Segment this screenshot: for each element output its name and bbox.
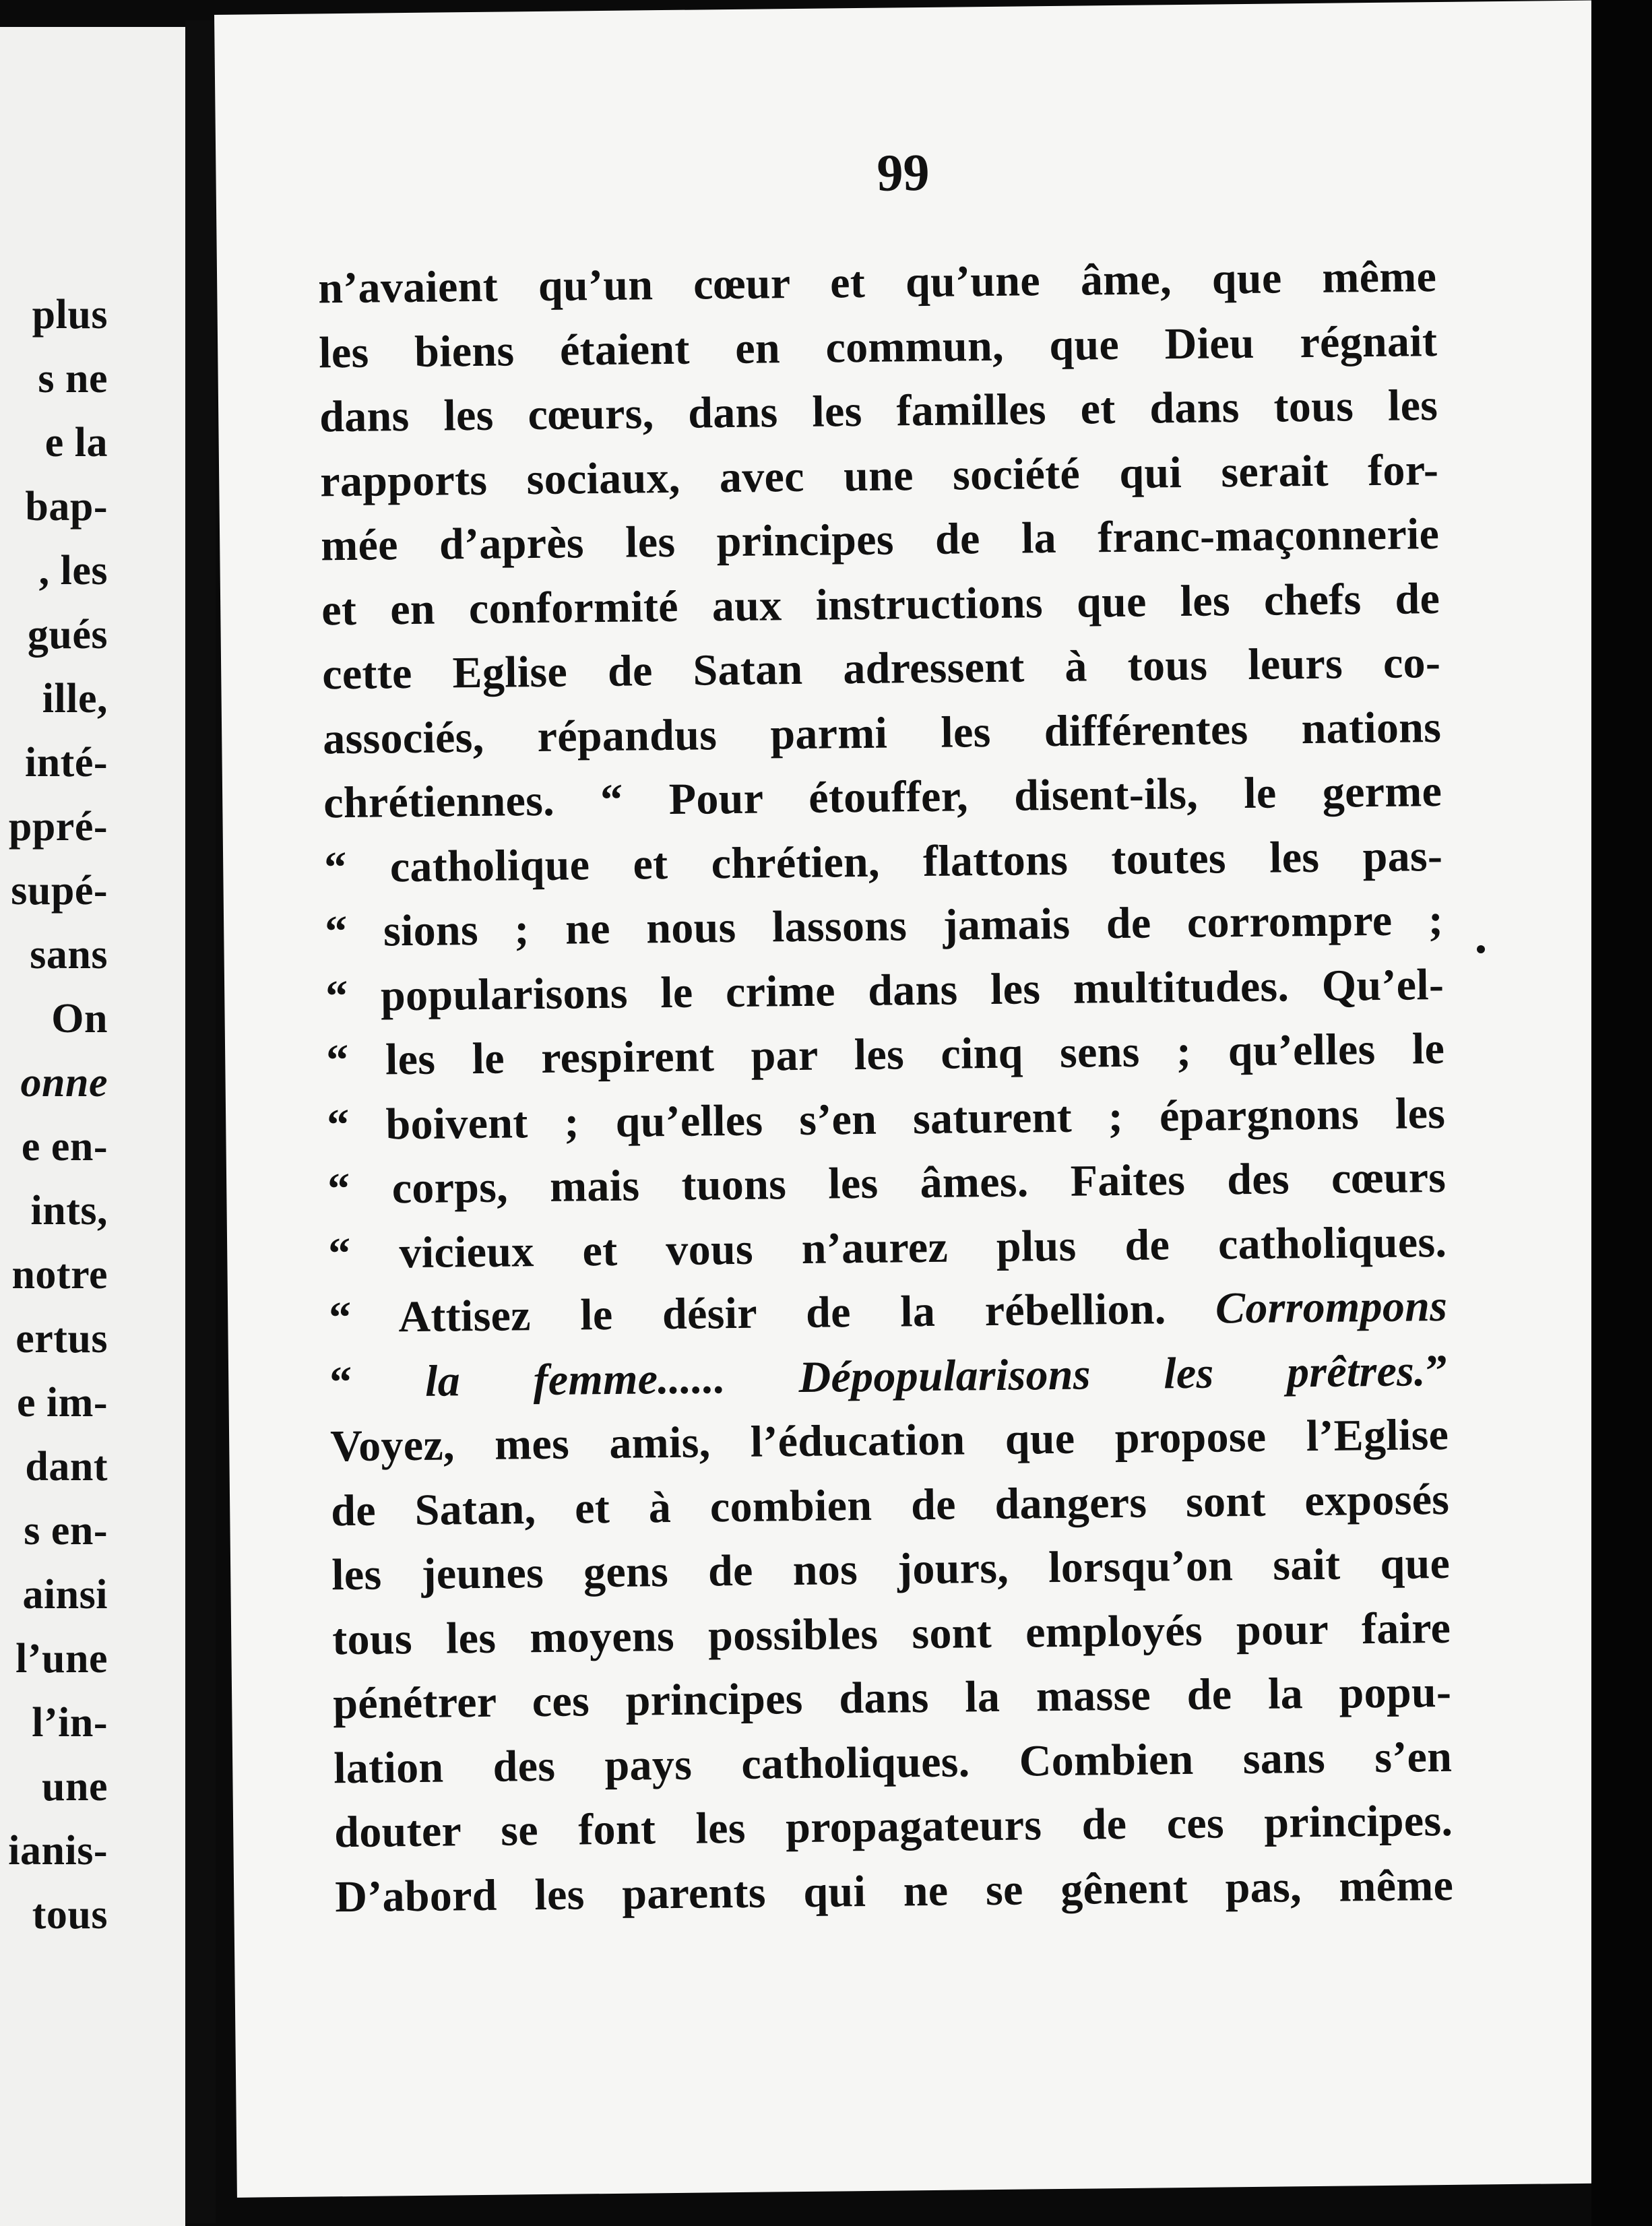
book-gutter xyxy=(185,20,216,2223)
text-line: de Satan, et à combien de dangers sont exposés xyxy=(330,1474,1450,1535)
left-line: ppré- xyxy=(8,804,108,850)
left-line: plus xyxy=(32,292,108,338)
left-line: ints, xyxy=(30,1188,108,1234)
left-line: ille, xyxy=(42,676,108,722)
left-line: On xyxy=(51,996,108,1042)
text-line: associés, répandus parmi les différentes nations xyxy=(322,702,1442,763)
left-line: e la xyxy=(44,420,108,466)
text-line: tous les moyens possibles sont employés pour faire xyxy=(331,1603,1451,1664)
page-edge-shadow xyxy=(1591,0,1652,2226)
text-line: “ popularisons le crime dans les multitudes. Qu’el- xyxy=(325,959,1444,1021)
text-line: “ les le respirent par les cinq sens ; qu’elles le xyxy=(325,1023,1445,1085)
left-line: e en- xyxy=(21,1124,108,1170)
text-line: les biens étaient en commun, que Dieu régnait xyxy=(318,316,1438,377)
left-line: ertus xyxy=(15,1316,108,1362)
left-line: l’une xyxy=(15,1636,108,1682)
left-line: onne xyxy=(20,1060,108,1106)
left-line: ainsi xyxy=(22,1572,108,1618)
italic-segment: Dépopularisons les prêtres. xyxy=(798,1345,1426,1402)
left-page xyxy=(0,27,185,2226)
text-line: les jeunes gens de nos jours, lorsqu’on sait que xyxy=(331,1538,1451,1600)
left-line: l’in- xyxy=(32,1700,108,1746)
quote-mark: ” xyxy=(1425,1345,1449,1395)
text-line: Voyez, mes amis, l’éducation que propose l’Eglise xyxy=(329,1409,1449,1471)
left-line: s ne xyxy=(38,356,108,402)
text-line: cette Eglise de Satan adressent à tous leurs co- xyxy=(321,637,1441,699)
text-line: lation des pays catholiques. Combien sans s’en xyxy=(333,1731,1453,1793)
text-line: “ boivent ; qu’elles s’en saturent ; épargnons les xyxy=(326,1088,1446,1149)
text-line: “ corps, mais tuons les âmes. Faites des cœurs xyxy=(327,1152,1447,1214)
quote-mark: “ xyxy=(329,1357,352,1407)
text-line-mixed xyxy=(329,1338,1449,1414)
left-line: inté- xyxy=(24,740,108,786)
left-line: dant xyxy=(25,1444,108,1490)
right-page xyxy=(214,1,1617,2198)
text-line: pénétrer ces principes dans la masse de la popu- xyxy=(332,1667,1452,1729)
left-line: ianis- xyxy=(8,1828,108,1874)
text-line: “ catholique et chrétien, flattons toutes les pas- xyxy=(323,831,1443,892)
text-line: mée d’après les principes de la franc-maçonnerie xyxy=(320,509,1440,571)
left-line: tous xyxy=(32,1892,108,1938)
body-text xyxy=(318,245,1454,1929)
left-line: , les xyxy=(38,548,108,594)
left-line: s en- xyxy=(24,1508,108,1554)
left-line: e im- xyxy=(16,1380,108,1426)
left-line: supé- xyxy=(11,868,108,914)
text-line: D’abord les parents qui ne se gênent pas, même xyxy=(334,1860,1454,1921)
text-line: douter se font les propagateurs de ces principes. xyxy=(333,1795,1453,1857)
left-page-text xyxy=(0,283,108,1947)
text-line-mixed xyxy=(329,1274,1448,1350)
dust-speck xyxy=(1477,945,1485,953)
left-line: gués xyxy=(27,612,108,658)
italic-segment: Corrompons xyxy=(1215,1281,1448,1333)
text-line: “ sions ; ne nous lassons jamais de corrompre ; xyxy=(324,895,1444,957)
text-line: “ vicieux et vous n’aurez plus de catholiques. xyxy=(327,1217,1447,1278)
text-line: et en conformité aux instructions que les chefs de xyxy=(321,573,1440,635)
left-line: sans xyxy=(30,932,108,978)
page-number: 99 xyxy=(877,142,930,202)
left-line: une xyxy=(42,1764,108,1810)
text-line: chrétiennes. “ Pour étouffer, disent-ils, le germe xyxy=(323,766,1442,828)
text-line: rapports sociaux, avec une société qui serait for- xyxy=(319,445,1439,506)
roman-segment: “ Attisez le désir de la rébellion. xyxy=(328,1284,1166,1343)
text-line: dans les cœurs, dans les familles et dans tous les xyxy=(319,381,1438,442)
italic-segment: la femme...... xyxy=(424,1353,726,1406)
left-line: bap- xyxy=(25,484,108,530)
text-line: n’avaient qu’un cœur et qu’une âme, que même xyxy=(317,252,1437,313)
left-line: notre xyxy=(11,1252,108,1298)
